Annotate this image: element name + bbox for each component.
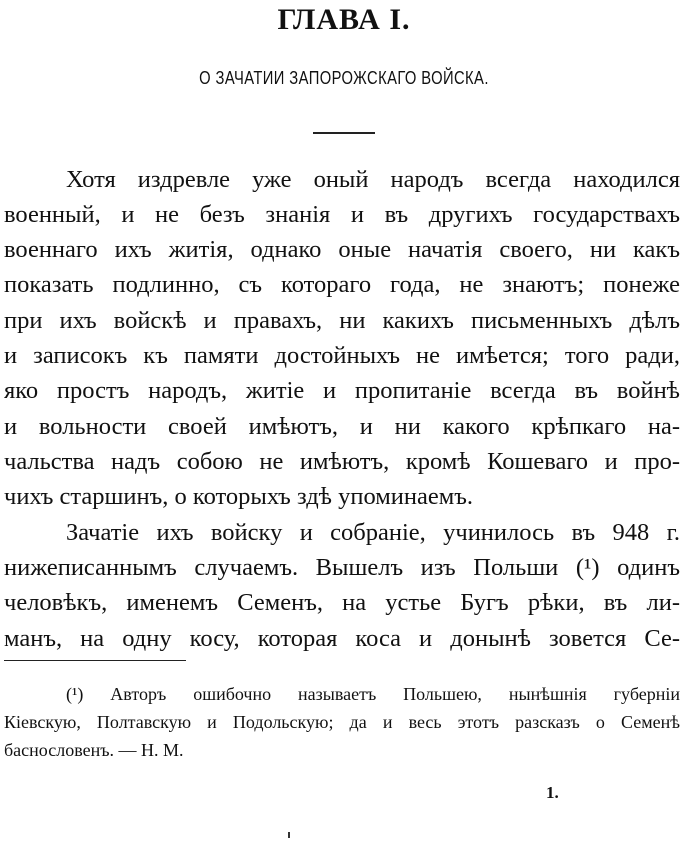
print-speck [288, 832, 290, 838]
body-line-7: яко простъ народъ, житіе и пропитаніе всегда въ войнѣ [4, 377, 680, 404]
footnote-line-1: (¹) Авторъ ошибочно называетъ Польшею, нынѣшнія губерніи [66, 684, 680, 704]
signature-mark: 1. [546, 783, 559, 802]
chapter-title: ГЛАВА I. [277, 3, 411, 36]
body-line-11: Зачатіе ихъ войску и собраніе, учинилось въ 948 г. [66, 519, 680, 546]
body-line-5: при ихъ войскѣ и правахъ, ни какихъ письменныхъ дѣлъ [4, 307, 680, 334]
body-line-6: и записокъ къ памяти достойныхъ не имѣется; того ради, [4, 342, 680, 369]
body-line-10: чихъ старшинъ, о которыхъ здѣ упоминаемъ. [4, 483, 474, 510]
footnote-line-3: баснословенъ. — Н. М. [4, 740, 184, 760]
body-line-3: военнаго ихъ житія, однако оные начатія своего, ни какъ [4, 236, 680, 263]
body-line-12: нижеписаннымъ случаемъ. Вышелъ изъ Польши (¹) одинъ [4, 554, 680, 581]
body-line-8: и вольности своей имѣютъ, и ни какого крѣпкаго на- [4, 413, 680, 440]
body-line-4: показать подлинно, съ котораго года, не знаютъ; понеже [4, 271, 680, 298]
footnote-divider [4, 660, 186, 661]
title-divider [313, 132, 375, 134]
footnote-line-2: Кіевскую, Полтавскую и Подольскую; да и весь этотъ разсказъ о Семенѣ [4, 712, 680, 732]
body-line-2: военный, и не безъ знанія и въ другихъ государствахъ [4, 201, 680, 228]
body-line-14: манъ, на одну косу, которая коса и донынѣ зовется Се- [4, 625, 680, 652]
body-line-13: человѣкъ, именемъ Семенъ, на устье Бугъ рѣки, въ ли- [4, 589, 680, 616]
body-line-1: Хотя издревле уже оный народъ всегда находился [66, 166, 680, 193]
body-line-9: чальства надъ собою не имѣютъ, кромѣ Кошеваго и про- [4, 448, 680, 475]
chapter-subtitle: О ЗАЧАТИИ ЗАПОРОЖСКАГО ВОЙСКА. [199, 68, 489, 88]
